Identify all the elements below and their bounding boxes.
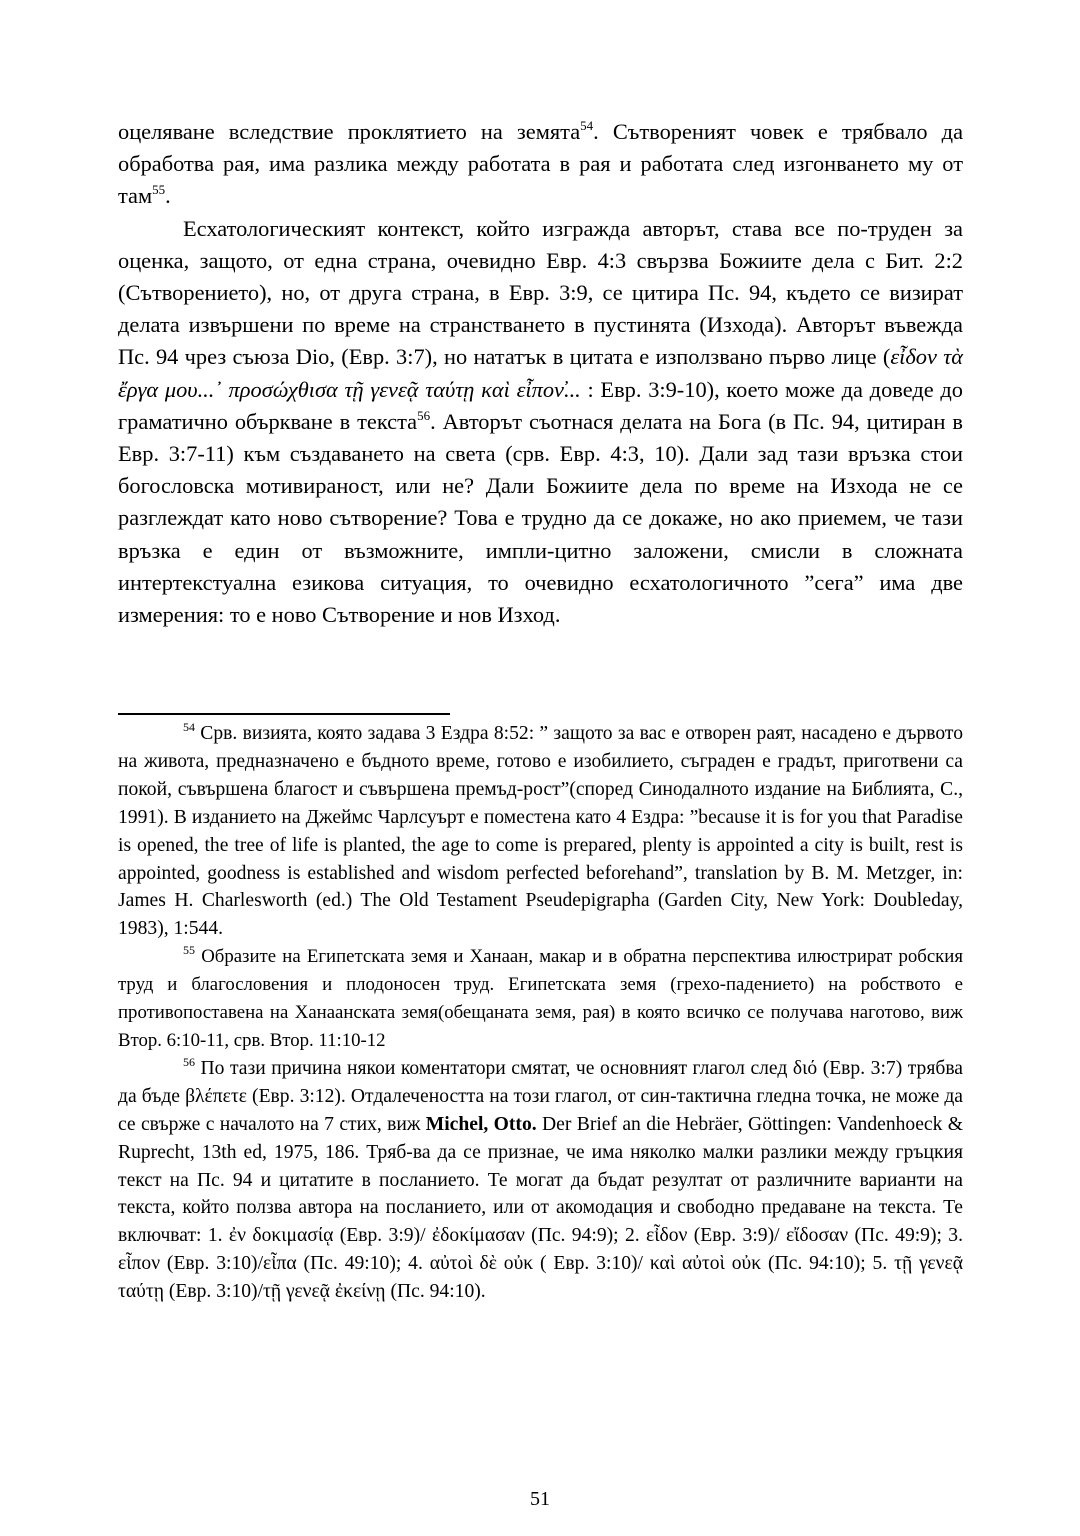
footnote-text: (Пс. 49:10); 4. xyxy=(296,1253,430,1275)
text-run: . Авторът съотнася делата на Бога (в Пс. 94, цитиран в Евр. 3:7-11) към създаването на света (срв. Евр. 4:3, 10). Дали зад тази връзка стои богословска мотивираност, или не? Дали Божиите дела по време на Изхода не се разглеждат като ново сътворение? Това е трудно да се докаже, но ако приемем, че тази връзка е един от възможните, импли-цитно заложени, смисли в сложната интертекстуална езикова ситуация, то очевидно есхатологичното ”сега” има две измерения: то е ново Сътворение и нов Изход. xyxy=(118,408,963,628)
text-run: . Сътвореният човек е трябвало да обработва рая, има разлика между работата в рая и работата след изгонването му от там xyxy=(118,119,964,209)
greek-word: εἶπον xyxy=(118,1253,161,1275)
greek-word: αὐτοὶ δὲ οὐκ xyxy=(429,1253,534,1275)
footnote-text: По тази причина някои коментатори смятат, че основният глагол след xyxy=(195,1057,793,1079)
greek-word: εἶδον xyxy=(646,1225,688,1247)
footnote-text: (Пс. 94:10); 5. xyxy=(761,1253,895,1275)
footnote-text: (Евр. 3:10)/ xyxy=(160,1253,264,1275)
greek-word: εἴδοσαν xyxy=(785,1225,849,1247)
footnote-text: (Евр. 3:9)/ xyxy=(687,1225,786,1247)
footnote-number: 54 xyxy=(183,720,195,734)
footnote-number: 56 xyxy=(183,1054,195,1069)
greek-word: εἶπα xyxy=(263,1253,297,1275)
greek-word: ἐδοκίμασαν xyxy=(431,1225,525,1247)
footnote-56 xyxy=(118,1055,963,1306)
footnote-text: Срв. визията, която задава 3 Ездра 8:52: ” защото за вас е отворен раят, насадено е дървото на живота, предназначено е бъдното време, готово е изобилието, съграден е градът, приготвени са покой, съвършена благост и съвършена премъд-рост”(според Синодалното издание на Библията, С., 1991). В изданието на Джеймс Чарлсуърт е поместена като 4 Ездра: ”because it is for you that Paradise is opened, the tree of life is planted, the age to come is prepared, plenty is appointed a city is built, rest is appointed, goodness is established and wisdom perfected beforehand”, translation by B. M. Metzger, in: James H. Charlesworth (ed.) The Old Testament Pseudepigrapha (Garden City, New York: Doubleday, 1983), 1:544. xyxy=(118,723,963,940)
greek-word: καὶ αὐτοὶ οὐκ xyxy=(649,1253,762,1275)
footnote-text: ( Евр. 3:10)/ xyxy=(533,1253,650,1275)
footnote-text: Образите на Египетската земя и Ханаан, макар и в обратна перспектива илюстрират робския труд и благословения и плодоносен труд. Египетската земя (грехо-падението) на робството е противопоставена на Ханаанската земя(обещаната земя, рая) в която всичко се получава наготово, виж Втор. 6:10-11, срв. Втор. 11:10-12 xyxy=(118,946,963,1051)
cited-author: Michel, Otto. xyxy=(425,1113,537,1135)
text-run: Есхатологическият контекст, който изгражда авторът, става все по-труден за оценка, защото, от една страна, очевидно Евр. 4:3 свързва Божиите дела с Бит. 2:2 (Сътворението), но, от друга страна, в Евр. 3:9, се цитира Пс. 94, където се визират делата извършени по време на странстването в пустинята (Изхода). Авторът въвежда Пс. 94 чрез съюза Dio, (Евр. 3:7), но нататък в цитата е използвано първо лице ( xyxy=(118,215,963,370)
footnote-ref-56[interactable]: 56 xyxy=(417,407,431,423)
greek-word: ἐν δοκιμασίᾳ xyxy=(228,1225,334,1247)
footnote-ref-54[interactable]: 54 xyxy=(580,118,594,133)
paragraph-1 xyxy=(118,116,963,213)
greek-word: τῇ γενεᾷ ἐκείνῃ xyxy=(263,1281,386,1303)
footnote-text: (Евр. 3:12). Отдалечеността на този глагол, от син-тактична гледна точка, не може да се свърже с началото на 7 стих, виж xyxy=(118,1085,963,1135)
greek-word: διό xyxy=(792,1057,818,1079)
footnote-number: 55 xyxy=(183,943,195,958)
footnote-separator xyxy=(118,713,450,715)
footnote-text: (Евр. 3:7) трябва да бъде xyxy=(118,1057,964,1107)
footnote-text: (Пс. 49:9); 3. xyxy=(848,1225,963,1247)
greek-word: τῇ γενεᾷ ταύτῃ xyxy=(118,1253,963,1303)
footnote-ref-55[interactable]: 55 xyxy=(152,182,166,198)
footnote-text: (Пс. 94:10). xyxy=(385,1281,486,1303)
text-run: : Евр. 3:9-10), което може да доведе до граматично объркване в текста xyxy=(118,376,963,434)
footnote-text: Der Brief an die Hebräer, Göttingen: Vandenhoeck & Ruprecht, 13th ed, 1975, 186. Тряб-ва да се признае, че има няколко малки разлики между гръцкия текст на Пс. 94 и цитатите в посланието. Те могат да бъдат резултат от различните варианти на текста, който ползва автора на посланието, или от акомодация и свободно предаване на текста. Те включват: 1. xyxy=(118,1113,963,1247)
footnote-text: (Евр. 3:9)/ xyxy=(333,1225,432,1247)
page-number: 51 xyxy=(530,1488,550,1510)
footnote-text: (Евр. 3:10)/ xyxy=(163,1281,264,1303)
paragraph-2 xyxy=(118,213,963,632)
footnote-text: (Пс. 94:9); 2. xyxy=(524,1225,647,1247)
footnote-54 xyxy=(118,720,963,943)
text-run: оцеляване вследствие проклятието на земята xyxy=(118,119,581,144)
greek-word: βλέπετε xyxy=(185,1085,247,1107)
footnotes xyxy=(118,720,963,1306)
footnote-55 xyxy=(118,943,963,1055)
text-run: . xyxy=(165,183,171,209)
main-text xyxy=(118,116,963,631)
greek-quote: εἶδον τὰ ἔργα μου...᾿ προσώχθισα τῇ γενεᾷ ταύτῃ καὶ εἶπον̓... xyxy=(118,344,963,402)
